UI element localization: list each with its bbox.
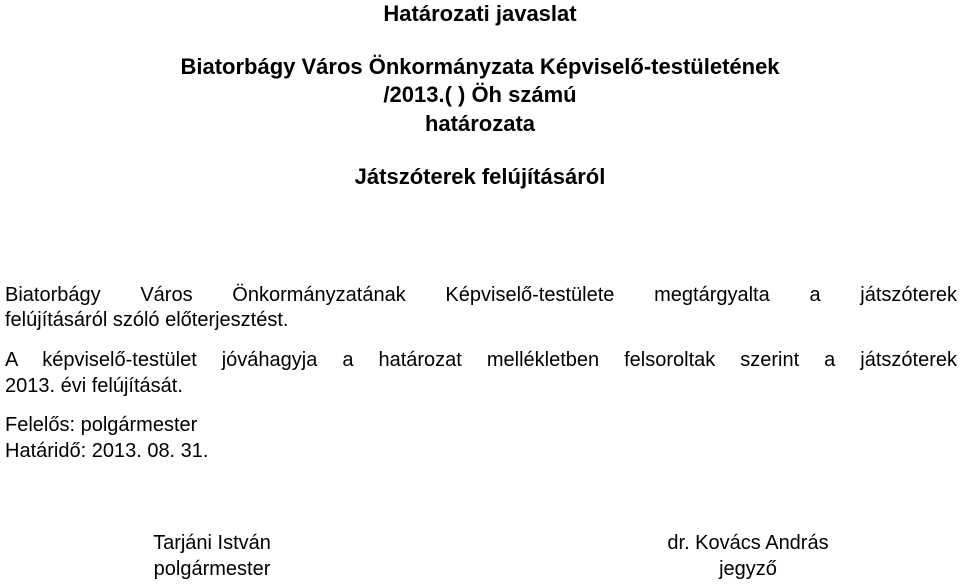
resolution-word: határozata (424, 111, 536, 136)
resolution-number: /2013.( ) Öh számú (383, 82, 577, 107)
paragraph-1-line-2: felújításáról szóló előterjesztést. (5, 309, 289, 331)
signatory-right-name: dr. Kovács András (667, 532, 829, 554)
document-title: Határozati javaslat (383, 1, 577, 26)
paragraph-1-line-1: Biatorbágy Város Önkormányzatának Képviselő-testülete megtárgyalta a játszóterek (5, 284, 957, 306)
paragraph-2-line-1: A képviselő-testület jóváhagyja a határozat mellékletben felsoroltak szerint a játszóterek (5, 349, 957, 371)
responsible-line: Felelős: polgármester (5, 414, 198, 436)
resolution-subject: Játszóterek felújításáról (354, 164, 606, 189)
deadline-line: Határidő: 2013. 08. 31. (5, 440, 209, 462)
council-name: Biatorbágy Város Önkormányzata Képviselő-testületének (180, 54, 780, 79)
signatory-left-name: Tarjáni István (153, 532, 271, 554)
signatory-right-title: jegyző (719, 558, 777, 580)
signatory-left-title: polgármester (153, 558, 271, 580)
paragraph-2-line-2: 2013. évi felújítását. (5, 375, 183, 397)
